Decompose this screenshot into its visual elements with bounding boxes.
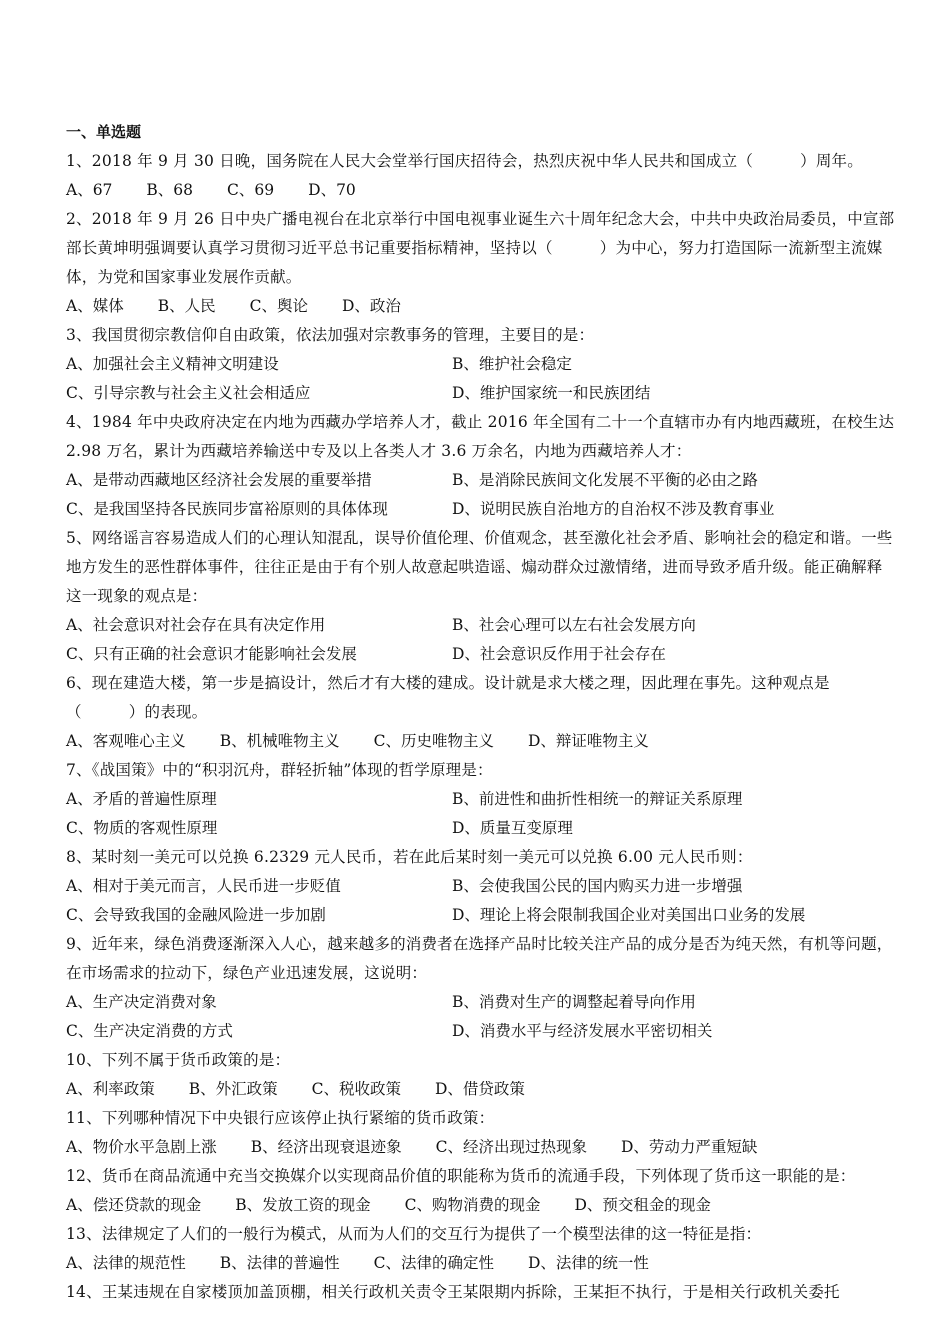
option-a: A、加强社会主义精神文明建设 <box>66 355 279 373</box>
option-a: A、是带动西藏地区经济社会发展的重要举措 <box>66 471 372 489</box>
question-text: 11、下列哪种情况下中央银行应该停止执行紧缩的货币政策： <box>66 1109 495 1127</box>
option-d: D、辩证唯物主义 <box>527 732 649 750</box>
option-b: B、消费对生产的调整起着导向作用 <box>452 993 696 1011</box>
options <box>66 292 896 321</box>
options <box>66 1191 896 1220</box>
option-b: B、是消除民族间文化发展不平衡的必由之路 <box>452 471 758 489</box>
question-text: 9、近年来，绿色消费逐渐深入人心，越来越多的消费者在选择产品时比较关注产品的成分是否为纯天然，有机等问题，在市场需求的拉动下，绿色产业迅速发展，这说明： <box>66 935 893 982</box>
options <box>66 785 896 843</box>
option-d: D、说明民族自治地方的自治权不涉及教育事业 <box>452 500 775 518</box>
option-d: D、借贷政策 <box>434 1080 525 1098</box>
option-d: D、消费水平与经济发展水平密切相关 <box>452 1022 713 1040</box>
option-b: B、前进性和曲折性相统一的辩证关系原理 <box>452 790 743 808</box>
option-a: A、客观唯心主义 <box>66 732 186 750</box>
option-c: C、引导宗教与社会主义社会相适应 <box>66 384 311 402</box>
options <box>66 176 896 205</box>
question-7 <box>66 756 896 843</box>
question-text: 7、《战国策》中的“积羽沉舟，群轻折轴”体现的哲学原理是： <box>66 761 493 779</box>
question-1 <box>66 147 896 205</box>
option-d: D、政治 <box>341 297 401 315</box>
option-a: A、矛盾的普遍性原理 <box>66 790 217 808</box>
question-8 <box>66 843 896 930</box>
question-text: 12、货币在商品流通中充当交换媒介以实现商品价值的职能称为货币的流通手段，下列体现了货币这一职能的是： <box>66 1167 856 1185</box>
option-d: D、劳动力严重短缺 <box>620 1138 758 1156</box>
question-12 <box>66 1162 896 1220</box>
option-c: C、物质的客观性原理 <box>66 819 218 837</box>
option-a: A、67 <box>66 181 113 199</box>
option-b: B、机械唯物主义 <box>219 732 340 750</box>
option-b: B、68 <box>146 181 194 199</box>
question-text: 5、网络谣言容易造成人们的心理认知混乱，误导价值伦理、价值观念，甚至激化社会矛盾、影响社会的稳定和谐。一些地方发生的恶性群体事件，往往正是由于有个别人故意起哄造谣、煽动群众过激情绪，进而导致矛盾升级。能正确解释这一现象的观点是： <box>66 529 893 605</box>
section-title: 一、单选题 <box>66 123 142 141</box>
option-a: A、生产决定消费对象 <box>66 993 217 1011</box>
question-13 <box>66 1220 896 1278</box>
option-a: A、媒体 <box>66 297 124 315</box>
option-b: B、维护社会稳定 <box>452 355 572 373</box>
option-c: C、生产决定消费的方式 <box>66 1022 233 1040</box>
question-text: 6、现在建造大楼，第一步是搞设计，然后才有大楼的建成。设计就是求大楼之理，因此理在事先。这种观点是（ ）的表现。 <box>66 674 830 721</box>
option-c: C、是我国坚持各民族同步富裕原则的具体体现 <box>66 500 388 518</box>
question-text: 14、王某违规在自家楼顶加盖顶棚，相关行政机关责令王某限期内拆除，王某拒不执行，于是相关行政机关委托 <box>66 1283 840 1301</box>
question-4 <box>66 408 896 524</box>
option-b: B、社会心理可以左右社会发展方向 <box>452 616 696 634</box>
option-d: D、质量互变原理 <box>452 819 573 837</box>
option-a: A、相对于美元而言，人民币进一步贬值 <box>66 877 341 895</box>
option-c: C、只有正确的社会意识才能影响社会发展 <box>66 645 357 663</box>
question-text: 3、我国贯彻宗教信仰自由政策，依法加强对宗教事务的管理，主要目的是： <box>66 326 595 344</box>
option-a: A、偿还贷款的现金 <box>66 1196 202 1214</box>
option-d: D、理论上将会限制我国企业对美国出口业务的发展 <box>452 906 806 924</box>
question-text: 8、某时刻一美元可以兑换 6.2329 元人民币，若在此后某时刻一美元可以兑换 6.00 元人民币则： <box>66 848 753 866</box>
option-c: C、69 <box>227 181 275 199</box>
option-d: D、社会意识反作用于社会存在 <box>452 645 666 663</box>
options <box>66 350 896 408</box>
option-d: D、预交租金的现金 <box>574 1196 711 1214</box>
option-c: C、法律的确定性 <box>373 1254 494 1272</box>
question-6 <box>66 669 896 756</box>
option-d: D、法律的统一性 <box>527 1254 649 1272</box>
question-11 <box>66 1104 896 1162</box>
option-a: A、物价水平急剧上涨 <box>66 1138 217 1156</box>
question-text: 4、1984 年中央政府决定在内地为西藏办学培养人才，截止 2016 年全国有二十一个直辖市办有内地西藏班，在校生达 2.98 万名，累计为西藏培养输送中专及以上各类人才 3.6 万余名，内地为西藏培养人才： <box>66 413 895 460</box>
question-text: 2、2018 年 9 月 26 日中央广播电视台在北京举行中国电视事业诞生六十周年纪念大会，中共中央政治局委员，中宣部部长黄坤明强调要认真学习贯彻习近平总书记重要指标精神，坚持以（ ）为中心，努力打造国际一流新型主流媒体，为党和国家事业发展作贡献。 <box>66 210 895 286</box>
options <box>66 466 896 524</box>
exam-page <box>66 118 896 1307</box>
options <box>66 727 896 756</box>
option-b: B、发放工资的现金 <box>235 1196 371 1214</box>
option-c: C、历史唯物主义 <box>373 732 494 750</box>
options <box>66 988 896 1046</box>
options <box>66 1249 896 1278</box>
option-c: C、经济出现过热现象 <box>435 1138 587 1156</box>
options <box>66 872 896 930</box>
option-d: D、70 <box>308 181 356 199</box>
option-b: B、会使我国公民的国内购买力进一步增强 <box>452 877 743 895</box>
options <box>66 1133 896 1162</box>
question-text: 13、法律规定了人们的一般行为模式，从而为人们的交互行为提供了一个模型法律的这一特征是指： <box>66 1225 762 1243</box>
question-5 <box>66 524 896 669</box>
question-10 <box>66 1046 896 1104</box>
option-c: C、购物消费的现金 <box>404 1196 541 1214</box>
option-b: B、经济出现衰退迹象 <box>250 1138 402 1156</box>
option-d: D、维护国家统一和民族团结 <box>452 384 651 402</box>
option-c: C、会导致我国的金融风险进一步加剧 <box>66 906 326 924</box>
question-text: 1、2018 年 9 月 30 日晚，国务院在人民大会堂举行国庆招待会，热烈庆祝中华人民共和国成立（ ）周年。 <box>66 152 863 170</box>
options <box>66 1075 896 1104</box>
option-c: C、舆论 <box>249 297 308 315</box>
options <box>66 611 896 669</box>
option-a: A、利率政策 <box>66 1080 155 1098</box>
option-a: A、法律的规范性 <box>66 1254 186 1272</box>
option-b: B、人民 <box>157 297 216 315</box>
question-14 <box>66 1278 896 1307</box>
option-a: A、社会意识对社会存在具有决定作用 <box>66 616 326 634</box>
question-3 <box>66 321 896 408</box>
option-b: B、外汇政策 <box>188 1080 278 1098</box>
option-c: C、税收政策 <box>311 1080 401 1098</box>
question-9 <box>66 930 896 1046</box>
question-2 <box>66 205 896 321</box>
option-b: B、法律的普遍性 <box>219 1254 340 1272</box>
question-text: 10、下列不属于货币政策的是： <box>66 1051 291 1069</box>
